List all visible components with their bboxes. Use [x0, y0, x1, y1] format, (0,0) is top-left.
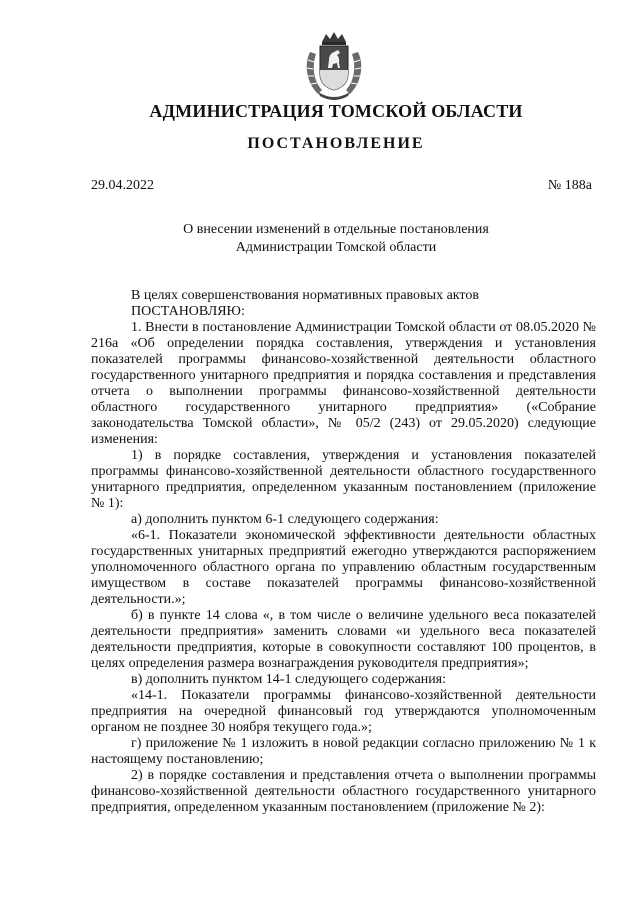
- paragraph: а) дополнить пунктом 6-1 следующего содержания:: [131, 512, 439, 527]
- subject-line: О внесении изменений в отдельные постановления: [183, 222, 489, 237]
- document-number: № 188а: [547, 178, 592, 193]
- document-date: 29.04.2022: [91, 178, 154, 193]
- paragraph: 1) в порядке составления, утверждения и установления показателей программы финансово-хозяйственной деятельности областного государственного унитарного предприятия, определенном указанным постановлением (приложение № 1):: [91, 448, 596, 511]
- paragraph: 2) в порядке составления и представления отчета о выполнении программы финансово-хозяйственной деятельности областного государственного унитарного предприятия, определенном указанным постановлением (приложение № 2):: [91, 768, 596, 815]
- subject-line: Администрации Томской области: [235, 240, 437, 255]
- paragraph: б) в пункте 14 слова «, в том числе о величине удельного веса показателей деятельности предприятия» заменить словами «и удельного веса показателей деятельности предприятия, которые в совокупности составляют 100 процентов, в целях определения размера вознаграждения руководителя предприятия»;: [91, 608, 596, 671]
- paragraph: «14-1. Показатели программы финансово-хозяйственной деятельности предприятия на очередной финансовый год утверждаются уполномоченным органом не позднее 30 ноября текущего года.»;: [91, 688, 596, 735]
- organization-title: АДМИНИСТРАЦИЯ ТОМСКОЙ ОБЛАСТИ: [149, 101, 523, 121]
- document-type: ПОСТАНОВЛЕНИЕ: [247, 135, 425, 152]
- paragraph: «6-1. Показатели экономической эффективности деятельности областных государственных унитарных предприятий ежегодно утверждаются распоряжением уполномоченного областного органа по управлению областным государственным имуществом в составе показателей программы финансово-хозяйственной деятельности.»;: [91, 528, 596, 607]
- paragraph: г) приложение № 1 изложить в новой редакции согласно приложению № 1 к настоящему постановлению;: [91, 736, 596, 767]
- paragraph: 1. Внести в постановление Администрации Томской области от 08.05.2020 № 216а «Об определении порядка составления, утверждения и установления показателей программы финансово-хозяйственной деятельности областного государственного унитарного предприятия и порядка составления и представления отчета о выполнении программы финансово-хозяйственной деятельности областного государственного унитарного предприятия» («Собрание законодательства Томской области», № 05/2 (243) от 29.05.2020) следующие изменения:: [91, 320, 596, 447]
- paragraph: в) дополнить пунктом 14-1 следующего содержания:: [131, 672, 447, 687]
- document-subject: [150, 221, 522, 257]
- document-body: [91, 288, 596, 816]
- coat-of-arms-icon: [302, 30, 366, 102]
- resolution-word: ПОСТАНОВЛЯЮ:: [131, 304, 245, 319]
- preamble: В целях совершенствования нормативных правовых актов: [131, 288, 479, 303]
